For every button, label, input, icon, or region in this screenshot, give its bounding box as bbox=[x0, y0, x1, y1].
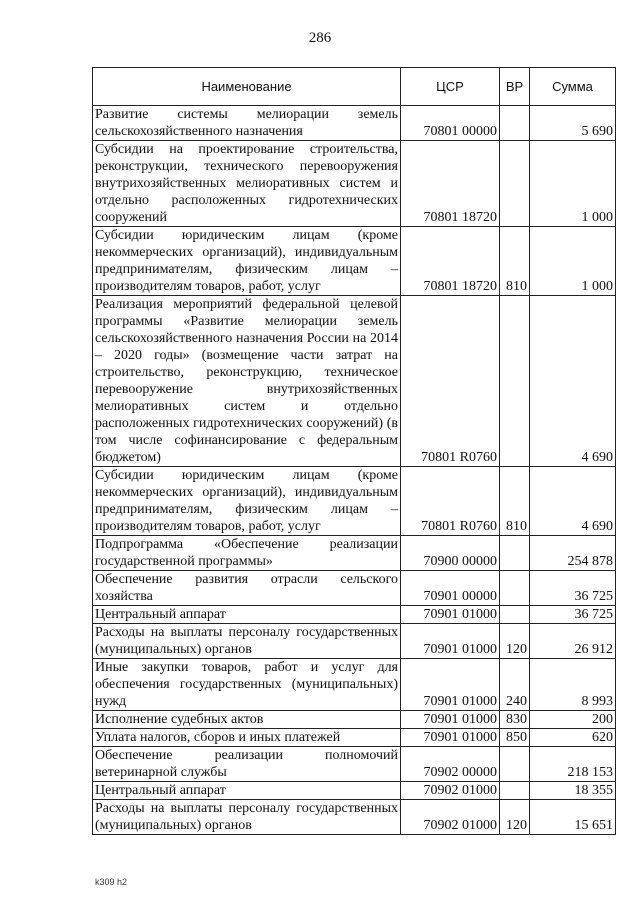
cell-name: Субсидии юридическим лицам (кроме некоммерческих организаций), индивидуальным предпринимателям, физическим лицам – производителям товаров, работ, услуг bbox=[93, 227, 401, 296]
cell-sum: 4 690 bbox=[530, 467, 616, 536]
table-row bbox=[93, 227, 616, 296]
table-body bbox=[93, 106, 616, 835]
table-header-row bbox=[93, 68, 616, 106]
table-row bbox=[93, 141, 616, 227]
cell-sum: 4 690 bbox=[530, 296, 616, 467]
cell-sum: 8 993 bbox=[530, 659, 616, 711]
header-vr: ВР bbox=[500, 68, 530, 106]
cell-sum: 1 000 bbox=[530, 227, 616, 296]
cell-name: Субсидии на проектирование строительства, реконструкции, технического перевооружения внутрихозяйственных мелиоративных систем и отдельно расположенных гидротехнических сооружений bbox=[93, 141, 401, 227]
cell-name: Центральный аппарат bbox=[93, 782, 401, 800]
cell-vr: 850 bbox=[500, 729, 530, 747]
cell-csr: 70801 R0760 bbox=[401, 296, 500, 467]
header-name: Наименование bbox=[93, 68, 401, 106]
cell-vr bbox=[500, 782, 530, 800]
page-number: 286 bbox=[308, 30, 332, 46]
table-row bbox=[93, 467, 616, 536]
table-row bbox=[93, 624, 616, 659]
cell-vr: 120 bbox=[500, 624, 530, 659]
cell-csr: 70902 01000 bbox=[401, 782, 500, 800]
cell-name: Обеспечение реализации полномочий ветеринарной службы bbox=[93, 747, 401, 782]
cell-csr: 70900 00000 bbox=[401, 536, 500, 571]
cell-csr: 70801 00000 bbox=[401, 106, 500, 141]
table-row bbox=[93, 606, 616, 624]
cell-csr: 70901 01000 bbox=[401, 729, 500, 747]
cell-name: Уплата налогов, сборов и иных платежей bbox=[93, 729, 401, 747]
table-row bbox=[93, 296, 616, 467]
table-row bbox=[93, 782, 616, 800]
table-row bbox=[93, 106, 616, 141]
cell-sum: 36 725 bbox=[530, 571, 616, 606]
cell-sum: 26 912 bbox=[530, 624, 616, 659]
cell-sum: 18 355 bbox=[530, 782, 616, 800]
cell-name: Субсидии юридическим лицам (кроме некоммерческих организаций), индивидуальным предпринимателям, физическим лицам – производителям товаров, работ, услуг bbox=[93, 467, 401, 536]
table-row bbox=[93, 571, 616, 606]
cell-name: Обеспечение развития отрасли сельского хозяйства bbox=[93, 571, 401, 606]
cell-vr bbox=[500, 296, 530, 467]
table-row bbox=[93, 729, 616, 747]
cell-sum: 254 878 bbox=[530, 536, 616, 571]
cell-sum: 620 bbox=[530, 729, 616, 747]
table-row bbox=[93, 800, 616, 835]
cell-vr bbox=[500, 571, 530, 606]
cell-name: Расходы на выплаты персоналу государственных (муниципальных) органов bbox=[93, 800, 401, 835]
cell-csr: 70901 00000 bbox=[401, 571, 500, 606]
cell-name: Развитие системы мелиорации земель сельскохозяйственного назначения bbox=[93, 106, 401, 141]
footer-code: k309 h2 bbox=[95, 877, 128, 887]
cell-name: Расходы на выплаты персоналу государственных (муниципальных) органов bbox=[93, 624, 401, 659]
table-row bbox=[93, 536, 616, 571]
budget-table bbox=[92, 67, 616, 835]
cell-csr: 70801 R0760 bbox=[401, 467, 500, 536]
cell-csr: 70901 01000 bbox=[401, 659, 500, 711]
cell-sum: 1 000 bbox=[530, 141, 616, 227]
header-csr: ЦСР bbox=[401, 68, 500, 106]
cell-vr bbox=[500, 106, 530, 141]
cell-csr: 70901 01000 bbox=[401, 711, 500, 729]
cell-csr: 70901 01000 bbox=[401, 606, 500, 624]
cell-csr: 70901 01000 bbox=[401, 624, 500, 659]
cell-csr: 70801 18720 bbox=[401, 141, 500, 227]
cell-vr: 810 bbox=[500, 227, 530, 296]
cell-sum: 200 bbox=[530, 711, 616, 729]
cell-vr bbox=[500, 606, 530, 624]
cell-vr: 240 bbox=[500, 659, 530, 711]
table-row bbox=[93, 711, 616, 729]
cell-csr: 70902 00000 bbox=[401, 747, 500, 782]
cell-csr: 70801 18720 bbox=[401, 227, 500, 296]
cell-name: Иные закупки товаров, работ и услуг для обеспечения государственных (муниципальных) нужд bbox=[93, 659, 401, 711]
cell-csr: 70902 01000 bbox=[401, 800, 500, 835]
cell-name: Исполнение судебных актов bbox=[93, 711, 401, 729]
cell-vr bbox=[500, 536, 530, 571]
cell-sum: 5 690 bbox=[530, 106, 616, 141]
table-row bbox=[93, 747, 616, 782]
cell-sum: 36 725 bbox=[530, 606, 616, 624]
cell-vr: 810 bbox=[500, 467, 530, 536]
cell-vr bbox=[500, 747, 530, 782]
header-sum: Сумма bbox=[530, 68, 616, 106]
cell-sum: 15 651 bbox=[530, 800, 616, 835]
cell-vr bbox=[500, 141, 530, 227]
cell-vr: 120 bbox=[500, 800, 530, 835]
cell-name: Центральный аппарат bbox=[93, 606, 401, 624]
cell-name: Подпрограмма «Обеспечение реализации государственной программы» bbox=[93, 536, 401, 571]
cell-name: Реализация мероприятий федеральной целевой программы «Развитие мелиорации земель сельскохозяйственного назначения России на 2014 – 2020 годы» (возмещение части затрат на строительство, реконструкцию, техническое перевооружение внутрихозяйственных мелиоративных систем и отдельно расположенных гидротехнических сооружений) (в том числе софинансирование с федеральным бюджетом) bbox=[93, 296, 401, 467]
cell-sum: 218 153 bbox=[530, 747, 616, 782]
cell-vr: 830 bbox=[500, 711, 530, 729]
table-row bbox=[93, 659, 616, 711]
